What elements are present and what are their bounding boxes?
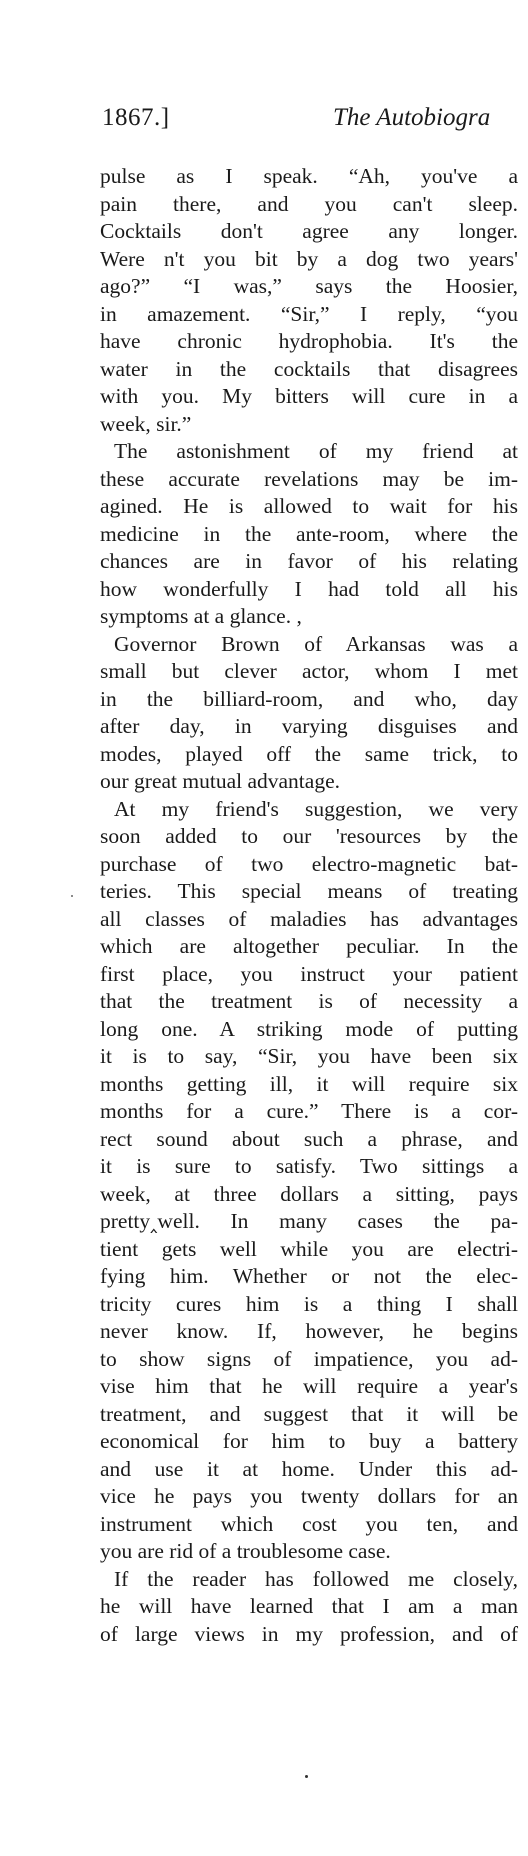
text-line: it is to say, “Sir, you have been six [100,1044,518,1068]
text-line: small but clever actor, whom I met [100,659,518,683]
text-line: symptoms at a glance. , [100,604,302,628]
text-line: have chronic hydrophobia. It's the [100,329,518,353]
text-line: which are altogether peculiar. In the [100,934,518,958]
text-line: week, sir.” [100,411,192,436]
text-line: water in the cocktails that disagrees [100,356,518,381]
page-header [0,104,528,144]
text-line: agined. He is allowed to wait for his [100,494,518,518]
text-line: Were n't you bit by a dog two years' [100,246,518,271]
text-line: purchase of two electro-magnetic bat- [100,851,518,876]
text-line: long one. A striking mode of putting [100,1016,518,1041]
text-line: with you. My bitters will cure in a [100,384,518,408]
text-line: week, at three dollars a sitting, pays [100,1181,518,1206]
text-line: The astonishment of my friend at [114,439,518,463]
text-line: first place, you instruct your patient [100,961,518,986]
text-line: pain there, and you can't sleep. [100,191,518,216]
text-line: medicine in the ante-room, where the [100,521,518,546]
text-line: our great mutual advantage. [100,769,340,793]
text-line: fying him. Whether or not the elec- [100,1264,518,1288]
text-line: in the billiard-room, and who, day [100,686,518,711]
text-line: vice he pays you twenty dollars for an [100,1484,518,1508]
text-line: these accurate revelations may be im- [100,466,518,491]
stray-mark [305,1775,308,1778]
text-line: you are rid of a troublesome case. [100,1539,391,1563]
text-line: Cocktails don't agree any longer. [100,219,518,243]
text-line: tricity cures him is a thing I shall [100,1291,518,1316]
text-line: it is sure to satisfy. Two sittings a [100,1154,518,1178]
text-line: after day, in varying disguises and [100,714,518,738]
text-line: Governor Brown of Arkansas was a [114,631,518,656]
body-text [100,163,518,1648]
text-line: months getting ill, it will require six [100,1071,518,1096]
margin-mark [71,895,73,897]
text-line: If the reader has followed me closely, [114,1566,518,1591]
text-line: of large views in my profession, and of [100,1621,518,1646]
text-line: vise him that he will require a year's [100,1374,518,1398]
text-line: soon added to our 'resources by the [100,824,518,848]
text-line: never know. If, however, he begins [100,1319,518,1343]
text-line: to show signs of impatience, you ad- [100,1346,518,1371]
text-line: instrument which cost you ten, and [100,1511,518,1536]
text-line: pulse as I speak. “Ah, you've a [100,164,518,188]
text-line: economical for him to buy a battery [100,1429,518,1453]
text-line: ago?” “I was,” says the Hoosier, [100,274,518,298]
text-line: in amazement. “Sir,” I reply, “you [100,301,518,326]
text-line: treatment, and suggest that it will be [100,1401,518,1426]
text-line: teries. This special means of treating [100,879,518,903]
text-line: pretty‸well. In many cases the pa- [100,1209,518,1233]
text-line: that the treatment is of necessity a [100,989,518,1013]
running-title: The Autobiogra [333,104,491,131]
text-line: modes, played off the same trick, to [100,741,518,766]
text-line: months for a cure.” There is a cor- [100,1099,518,1123]
text-line: At my friend's suggestion, we very [114,796,518,821]
text-line: how wonderfully I had told all his [100,576,518,601]
text-line: he will have learned that I am a man [100,1594,518,1618]
text-line: and use it at home. Under this ad- [100,1456,518,1481]
text-line: tient gets well while you are electri- [100,1236,518,1261]
text-line: rect sound about such a phrase, and [100,1126,518,1151]
text-line: all classes of maladies has advantages [100,906,518,931]
text-line: chances are in favor of his relating [100,549,518,573]
page-year: 1867.] [102,104,170,131]
